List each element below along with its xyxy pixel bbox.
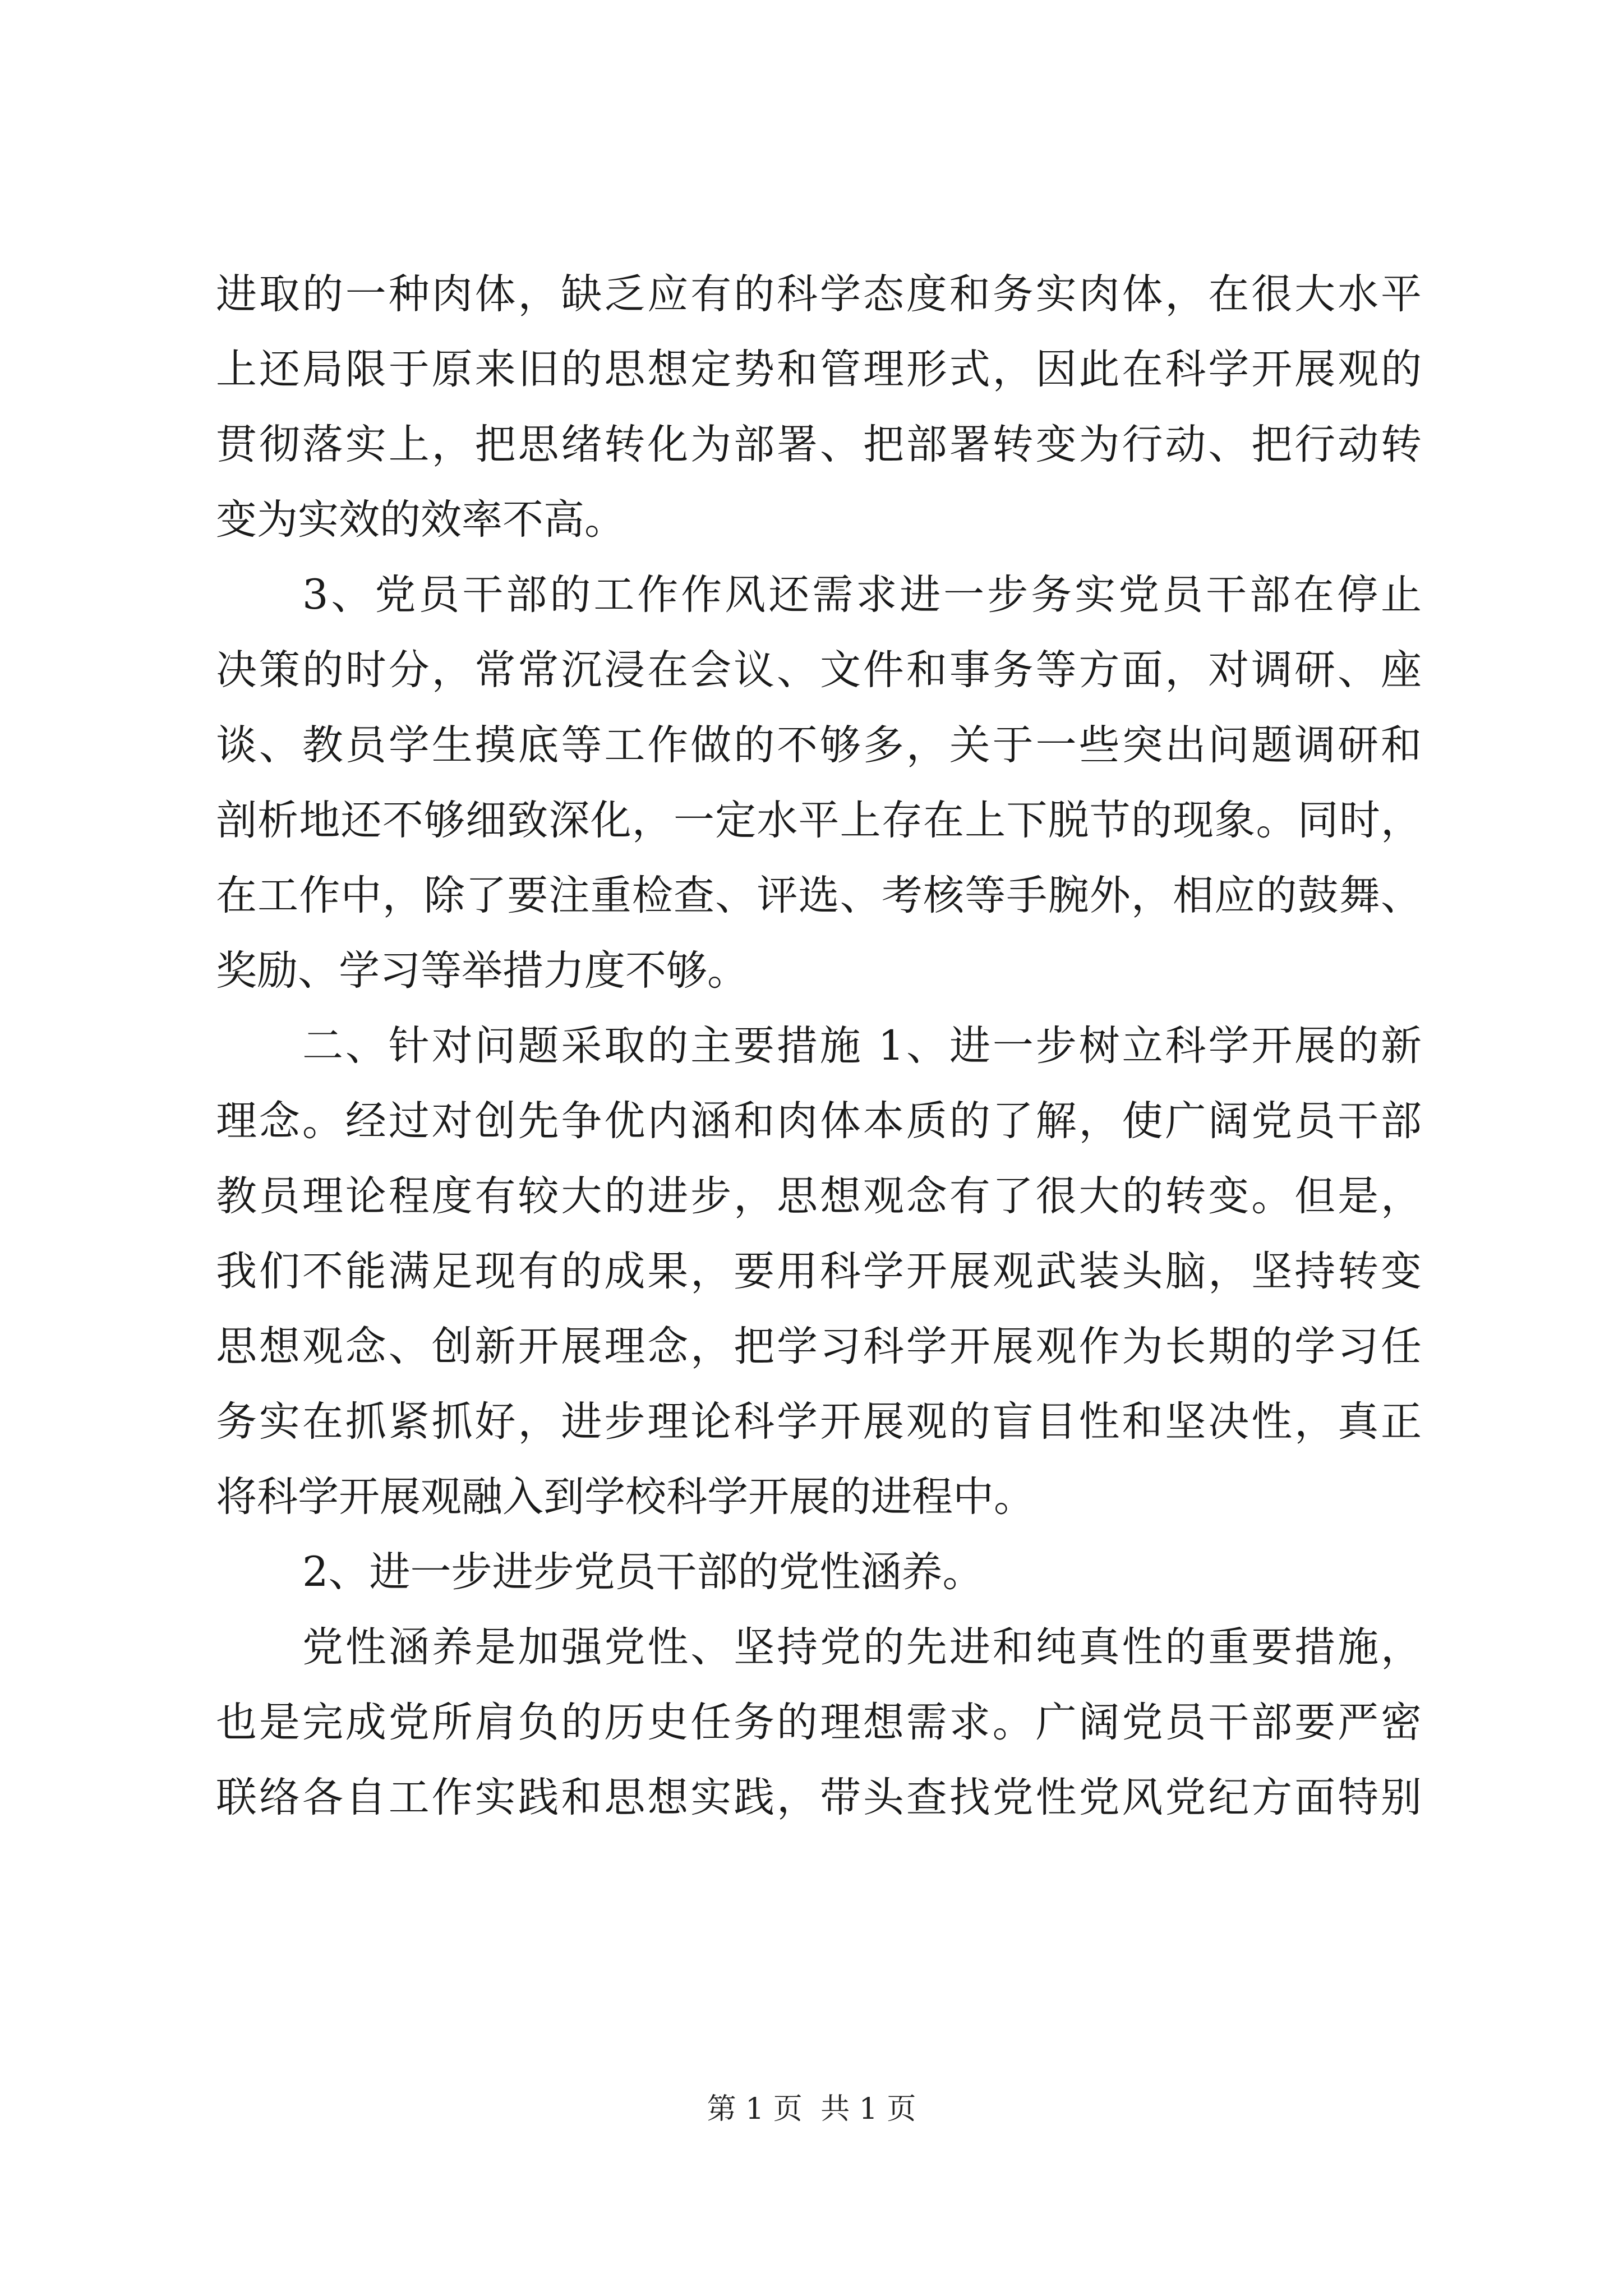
text-line: 3、党员干部的工作作风还需求进一步务实党员干部在停止 (302, 571, 1422, 619)
text-line: 2、进一步进步党员干部的党性涵养。 (302, 1548, 984, 1596)
text-line: 二、针对问题采取的主要措施 1、进一步树立科学开展的新 (302, 1022, 1422, 1070)
text-line: 上还局限于原来旧的思想定势和管理形式，因此在科学开展观的 (216, 346, 1422, 393)
text-line: 联络各自工作实践和思想实践，带头查找党性党风党纪方面特别 (216, 1774, 1422, 1821)
text-line: 理念。经过对创先争优内涵和肉体本质的了解，使广阔党员干部 (216, 1097, 1422, 1145)
page-total: 共 1 页 (820, 2092, 916, 2126)
page-footer (0, 2090, 1623, 2129)
page-number: 第 1 页 (707, 2092, 803, 2126)
text-line: 决策的时分，常常沉浸在会议、文件和事务等方面，对调研、座 (216, 646, 1422, 694)
text-line: 贯彻落实上，把思绪转化为部署、把部署转变为行动、把行动转 (216, 421, 1422, 468)
text-line: 我们不能满足现有的成果，要用科学开展观武装头脑，坚持转变 (216, 1248, 1422, 1295)
text-line: 党性涵养是加强党性、坚持党的先进和纯真性的重要措施， (302, 1623, 1422, 1671)
text-line: 剖析地还不够细致深化，一定水平上存在上下脱节的现象。同时， (216, 797, 1422, 844)
text-line: 思想观念、创新开展理念，把学习科学开展观作为长期的学习任 (216, 1323, 1422, 1370)
text-line: 变为实效的效率不高。 (216, 496, 625, 544)
text-line: 也是完成党所肩负的历史任务的理想需求。广阔党员干部要严密 (216, 1699, 1422, 1746)
text-line: 将科学开展观融入到学校科学开展的进程中。 (216, 1473, 1035, 1521)
text-line: 务实在抓紧抓好，进步理论科学开展观的盲目性和坚决性，真正 (216, 1398, 1422, 1446)
document-body (216, 257, 1422, 1835)
text-line: 在工作中，除了要注重检查、评选、考核等手腕外，相应的鼓舞、 (216, 872, 1422, 919)
text-line: 进取的一种肉体，缺乏应有的科学态度和务实肉体，在很大水平 (216, 270, 1422, 318)
text-line: 谈、教员学生摸底等工作做的不够多，关于一些突出问题调研和 (216, 721, 1422, 769)
text-line: 教员理论程度有较大的进步，思想观念有了很大的转变。但是， (216, 1172, 1422, 1220)
text-line: 奖励、学习等举措力度不够。 (216, 947, 748, 995)
